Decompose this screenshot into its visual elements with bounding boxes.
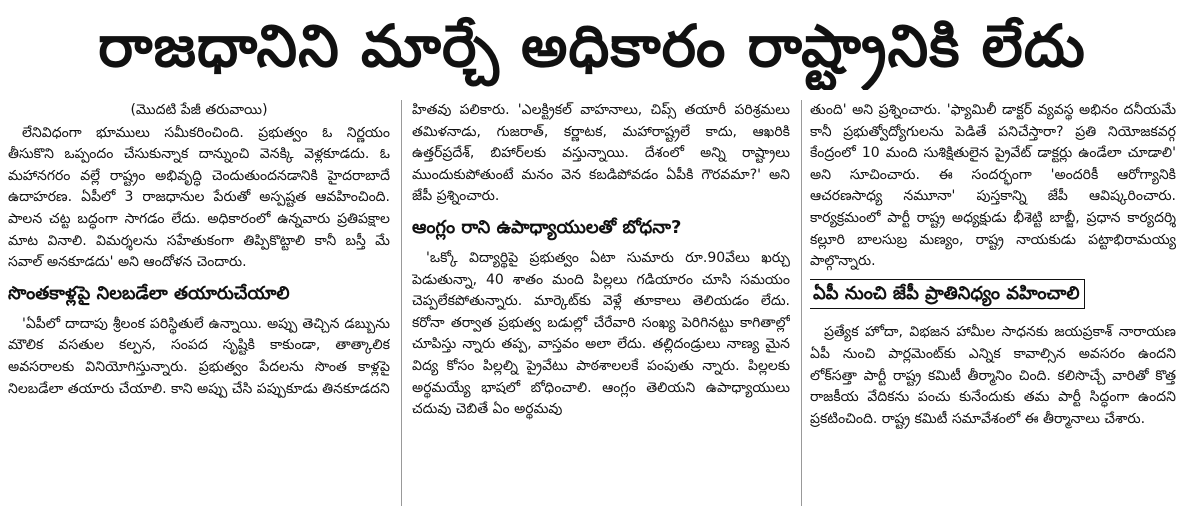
column-2 [412,100,790,508]
headline: రాజధానిని మార్చే అధికారం రాష్ట్రానికి లేదు [98,12,1086,80]
paragraph: 'ఏపీలో దాదాపు శ్రీలంక పరిస్థితులే ఉన్నాయి. అప్పు తెచ్చిన డబ్బును మౌలిక వసతుల కల్పన, సంపద సృష్టికి కాకుండా, తాత్కాలిక అవసరాలకు వినియోగిస్తున్నారు. ప్రభుత్వం పేదలను సొంత కాళ్లపై నిలబడేలా తయారు చేయాలి. కాని అప్పు చేసి పప్పుకూడు తినకూడదని [8,315,390,397]
paragraph: తుంది' అని ప్రశ్నించారు. 'ఫ్యామిలీ డాక్టర్ వ్యవస్థ అభినం దనీయమే కానీ ప్రభుత్వోద్యోగులను పెడితే పనిచేస్తారా? ప్రతి నియోజకవర్గ కేంద్రంలో 10 మంది సుశిక్షితులైన ప్రైవేట్ డాక్టర్లు ఉండేలా చూడాలి' అని సూచించారు. ఈ సందర్భంగా 'అందరికీ ఆరోగ్యానికి ఆచరణసాధ్య నమూనా' పుస్తకాన్ని జేపీ ఆవిష్కరించారు. కార్యక్రమంలో పార్టీ రాష్ట్ర అధ్యక్షుడు భీశెట్టి బాబ్జీ, ప్రధాన కార్యదర్శి కల్లూరి బాలసుబ్ర మణ్యం, రాష్ట్ర నాయకుడు పట్టాభిరామయ్య పాల్గొన్నారు. [810,102,1176,270]
subheading: ఏపీ నుంచి జేపీ ప్రాతినిధ్యం వహించాలి [810,279,1085,309]
subheading: ఆంగ్లం రాని ఉపాధ్యాయులతో బోధనా? [412,216,682,238]
paragraph: హితవు పలికారు. 'ఎలక్ట్రికల్ వాహనాలు, చిప్స్ తయారీ పరిశ్రమలు తమిళనాడు, గుజరాత్, కర్ణాటక, మహారాష్ట్రలే కాదు, ఆఖరికి ఉత్తర్‌ప్రదేశ్, బిహార్‌లకు వస్తున్నాయి. దేశంలో అన్ని రాష్ట్రాలు ముందుకుపోతుంటే మనం వెన కబడిపోవడం ఏపీకి గౌరవమా?' అని జేపీ ప్రశ్నించారు. [412,102,790,205]
paragraph: లేనివిధంగా భూములు సమీకరించింది. ప్రభుత్వం ఓ నిర్ణయం తీసుకొని ఒప్పందం చేసుకున్నాక దాన్నుంచి వెనక్కి వెళ్లకూడదు. ఓ మహానగరం వల్లే రాష్ట్రం అభివృద్ధి చెందుతుందనడానికి హైదరాబాదే ఉదాహరణ. ఏపీలో 3 రాజధానుల పేరుతో అస్పష్టత ఆవహించింది. పాలన చట్ట బద్ధంగా సాగడం లేదు. అధికారంలో ఉన్నవారు ప్రతిపక్షాల మాట వినాలి. విమర్శలను సహేతుకంగా తిప్పికొట్టాలి కానీ బస్తీ మే సవాల్ అనకూడదు' అని ఆందోళన చెందారు. [8,124,390,271]
continued-label: (మొదటి పేజీ తరువాయి) [130,102,268,118]
column-3 [810,100,1176,508]
column-divider [801,100,802,506]
column-1 [8,100,390,508]
subheading: సొంతకాళ్లపై నిలబడేలా తయారుచేయాలి [8,282,290,304]
paragraph: 'ఒక్కో విద్యార్థిపై ప్రభుత్వం ఏటా సుమారు రూ.90వేలు ఖర్చు పెడుతున్నా, 40 శాతం మంది పిల్లలు గడియారం చూసి సమయం చెప్పలేకపోతున్నారు. మార్కెట్‌కు వెళ్లే తూకాలు తెలియడం లేదు. కరోనా తర్వాత ప్రభుత్వ బడుల్లో చేరేవారి సంఖ్య పెరిగినట్టు కాగితాల్లో చూపిస్తు న్నారు తప్ప, వాస్తవం అలా లేదు. తల్లిదండ్రులు నాణ్య మైన విద్య కోసం పిల్లల్ని ప్రైవేటు పాఠశాలలకే పంపుతు న్నారు. పిల్లలకు అర్థమయ్యే భాషలో బోధించాలి. ఆంగ్లం తెలియని ఉపాధ్యాయులు చదువు చెబితే ఏం అర్థమవు [412,249,790,418]
paragraph: ప్రత్యేక హోదా, విభజన హామీల సాధనకు జయప్రకాశ్ నారాయణ ఏపీ నుంచి పార్లమెంట్‌కు ఎన్నిక కావాల్సిన అవసరం ఉందని లోక్‌సత్తా పార్టీ రాష్ట్ర కమిటీ తీర్మానిం చింది. కలిసొచ్చే వారితో కొత్త రాజకీయ వేదికను పంచు కునేందుకు తమ పార్టీ సిద్ధంగా ఉందని ప్రకటించింది. రాష్ట్ర కమిటీ సమావేశంలో ఈ తీర్మానాలు చేశారు. [810,324,1176,427]
column-divider [401,100,402,506]
